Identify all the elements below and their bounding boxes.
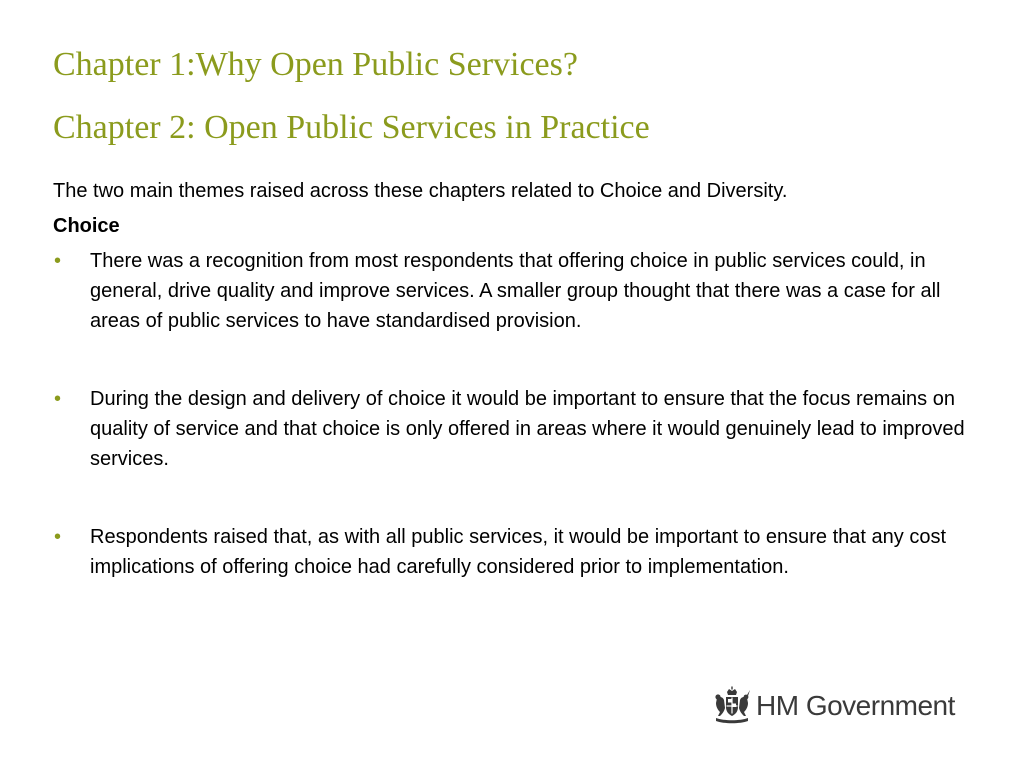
bullet-item bbox=[53, 246, 978, 336]
bullet-dot-icon: • bbox=[54, 526, 62, 548]
hm-government-logo bbox=[712, 684, 974, 728]
section-heading-choice: Choice bbox=[53, 215, 120, 237]
bullet-item bbox=[53, 522, 978, 582]
bullet-text: Respondents raised that, as with all public services, it would be important to ensure that any cost implications of offering choice had carefully considered prior to implementation. bbox=[90, 526, 947, 578]
bullet-text: There was a recognition from most respondents that offering choice in public services could, in general, drive quality and improve services. A smaller group thought that there was a case for all areas of public services to have standardised provision. bbox=[90, 250, 941, 332]
bullet-dot-icon: • bbox=[54, 250, 62, 272]
title-chapter-1: Chapter 1:Why Open Public Services? bbox=[53, 46, 578, 83]
title-chapter-2: Chapter 2: Open Public Services in Practice bbox=[53, 109, 650, 146]
royal-crest-icon bbox=[712, 686, 752, 726]
intro-paragraph: The two main themes raised across these chapters related to Choice and Diversity. bbox=[53, 180, 788, 202]
bullet-dot-icon: • bbox=[54, 388, 62, 410]
hm-government-text: HM Government bbox=[756, 690, 955, 721]
bullet-item bbox=[53, 384, 978, 474]
bullet-text: During the design and delivery of choice it would be important to ensure that the focus remains on quality of service and that choice is only offered in areas where it would genuinely lead to improved services. bbox=[90, 388, 965, 470]
bullet-list bbox=[53, 246, 978, 582]
slide-body bbox=[53, 176, 978, 582]
